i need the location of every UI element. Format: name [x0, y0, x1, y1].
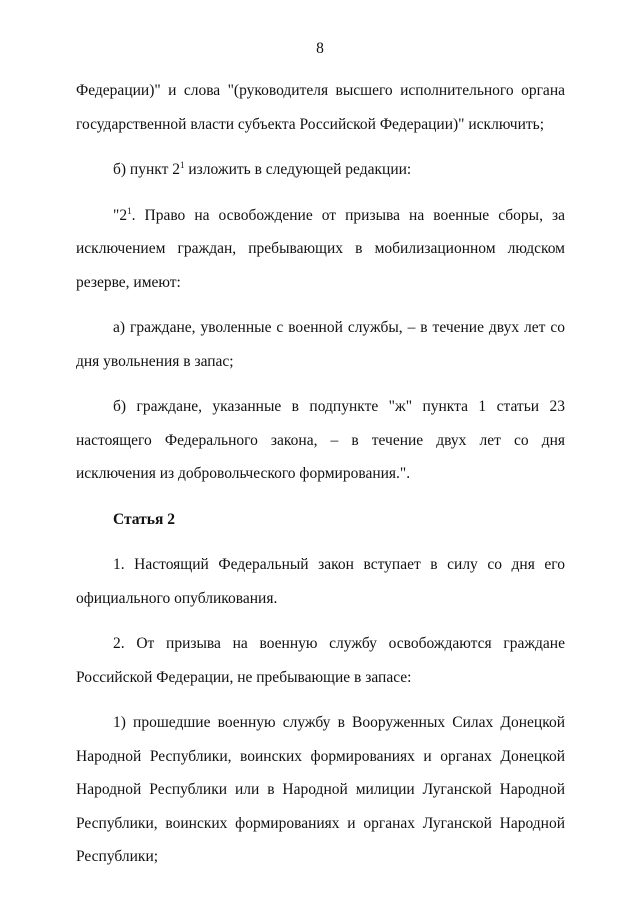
paragraph-article-2-part-2: 2. От призыва на военную службу освобождаются граждане Российской Федерации, не пребывающие в запасе: — [76, 635, 565, 686]
paragraph-article-2-part-1: 1. Настоящий Федеральный закон вступает в силу со дня его официального опубликования. — [76, 556, 565, 607]
paragraph-text: "2 — [113, 206, 128, 224]
paragraph-text: . Право на освобождение от призыва на военные сборы, за исключением граждан, пребывающих в мобилизационном людском резерве, имеют: — [76, 206, 565, 291]
paragraph-text: б) пункт 2 — [113, 161, 180, 178]
paragraph-continuation: Федерации)" и слова "(руководителя высшего исполнительного органа государственной власти субъекта Российской Федерации)" исключить; — [76, 82, 565, 133]
article-heading: Статья 2 — [113, 510, 175, 528]
superscript: 1 — [127, 205, 132, 216]
page-number: 8 — [316, 40, 324, 57]
document-body — [76, 74, 565, 886]
paragraph-point-2-1 — [76, 199, 565, 300]
paragraph-subitem-b: б) граждане, указанные в подпункте "ж" пункта 1 статьи 23 настоящего Федерального закона, – в течение двух лет со дня исключения из добровольческого формирования.". — [76, 398, 565, 482]
paragraph-item-b — [76, 153, 565, 187]
superscript: 1 — [180, 160, 185, 170]
paragraph-article-2-item-1: 1) прошедшие военную службу в Вооруженных Силах Донецкой Народной Республики, воинских формированиях и органах Донецкой Народной Республики или в Народной милиции Луганской Народной Республики, воинских формированиях и органах Луганской Народной Республики; — [76, 714, 565, 865]
paragraph-subitem-a: а) граждане, уволенные с военной службы, – в течение двух лет со дня увольнения в запас; — [76, 319, 565, 370]
paragraph-text: изложить в следующей редакции: — [184, 161, 412, 178]
